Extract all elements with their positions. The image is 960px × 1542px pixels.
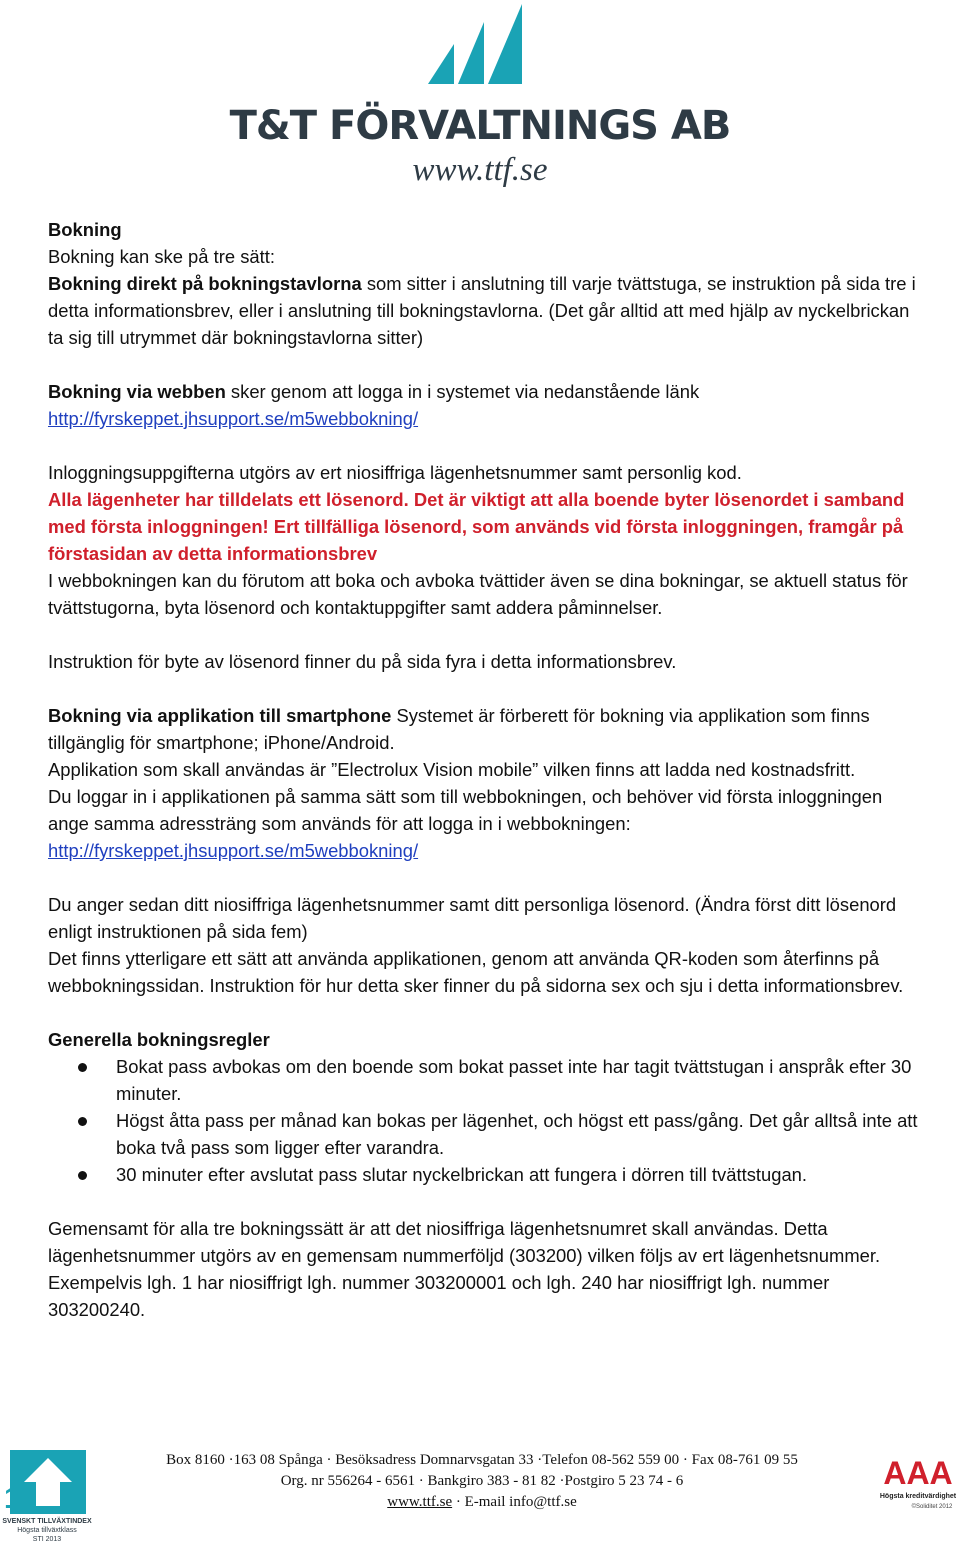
- board-booking-label: Bokning direkt på bokningstavlorna: [48, 273, 362, 294]
- bullet-icon: [78, 1171, 87, 1180]
- password-notice-3: Ert tillfälliga lösenord, som används vid första inloggningen, framgår på förstasidan av detta informationsbrev: [48, 516, 904, 564]
- password-instruction-text: Instruktion för byte av lösenord finner du på sida fyra i detta informationsbrev.: [48, 651, 677, 672]
- app-booking-label: Bokning via applikation till smartphone: [48, 705, 392, 726]
- intro-text: Bokning kan ske på tre sätt:: [48, 246, 275, 267]
- document-body: [48, 216, 918, 1323]
- growth-index-badge-icon: [2, 1448, 92, 1542]
- qr-info-text: Det finns ytterligare ett sätt att använda applikationen, genom att använda QR-koden som återfinns på webbokningssidan. Instruktion för hur detta sker finner du på sidorna sex och sju i detta informationsbrev.: [48, 948, 904, 996]
- app-login-text: Du loggar in i applikationen på samma sätt som till webbokningen, och behöver vid första inloggningen ange samma adressträng som används för att logga in i webbokningen:: [48, 786, 883, 834]
- bullet-icon: [78, 1063, 87, 1072]
- app-booking-text: Systemet är förberett för bokning via applikation som finns tillgänglig för smartphone; iPhone/Android.: [48, 705, 870, 753]
- badge-right-line2: ©Soliditet 2012: [911, 1504, 953, 1510]
- rules-list: [48, 1053, 918, 1188]
- password-notice-2: Det är viktigt att alla boende byter lösenordet i samband med första inloggningen!: [48, 489, 905, 537]
- paragraph-app-booking: [48, 702, 918, 756]
- paragraph-board-booking: [48, 270, 918, 351]
- badge-left-line3: STI 2013: [32, 1536, 62, 1542]
- credit-rating-badge-icon: [876, 1450, 960, 1512]
- badge-left-line2: Högsta tillväxtklass: [17, 1527, 77, 1534]
- list-item: 30 minuter efter avslutat pass slutar nyckelbrickan att fungera i dörren till tvättstugan.: [48, 1161, 918, 1188]
- heading-booking: Bokning: [48, 219, 122, 240]
- footer-web-line: [100, 1492, 864, 1513]
- bullet-icon: [78, 1117, 87, 1126]
- badge-left-line1: SVENSKT TILLVÄXTINDEX: [2, 1518, 92, 1525]
- apartment-login-text: Du anger sedan ditt niosiffriga lägenhetsnummer samt ditt personliga lösenord. (Ändra först ditt lösenord enligt instruktionen på sida fem): [48, 894, 897, 942]
- company-website: www.ttf.se: [412, 152, 548, 188]
- web-booking-text: sker genom att logga in i systemet via nedanstående länk: [225, 381, 700, 402]
- letterhead: [0, 0, 960, 200]
- web-features-text: I webbokningen kan du förutom att boka och avboka tvättider även se dina bokningar, se aktuell status för tvättstugorna, byta lösenord och kontaktuppgifter samt addera påminnelser.: [48, 570, 908, 618]
- list-item: Högst åtta pass per månad kan bokas per lägenhet, och högst ett pass/gång. Det går alltså inte att boka två pass som ligger efter varandra.: [48, 1107, 918, 1161]
- web-booking-link[interactable]: http://fyrskeppet.jhsupport.se/m5webbokning/: [48, 408, 419, 429]
- paragraph-web-booking: [48, 378, 918, 405]
- board-booking-text: som sitter i anslutning till varje tvättstuga, se instruktion på sida tre i detta informationsbrev, eller i anslutning till bokningstavlorna. (Det går alltid att med hjälp av nyckelbrickan ta sig till utrymmet där bokningstavlorna sitter): [48, 273, 916, 348]
- list-item: Bokat pass avbokas om den boende som bokat passet inte har tagit tvättstugan i anspråk efter 30 minuter.: [48, 1053, 918, 1107]
- summary-text: Gemensamt för alla tre bokningssätt är att det niosiffriga lägenhetsnumret skall användas. Detta lägenhetsnummer utgörs av en gemensam nummerföljd (303200) vilken följs av ert lägenhetsnummer. Exempelvis lgh. 1 har niosiffrigt lgh. nummer 303200001 och lgh. 240 har niosiffrigt lgh. nummer 303200240.: [48, 1218, 881, 1320]
- page-footer: [0, 1440, 960, 1542]
- company-logo-icon: [428, 4, 524, 84]
- footer-email: · E-mail info@ttf.se: [452, 1494, 577, 1510]
- svg-text:1: 1: [4, 1482, 21, 1515]
- company-name: T&T FÖRVALTNINGS AB: [229, 103, 731, 149]
- login-info-text: Inloggningsuppgifterna utgörs av ert niosiffriga lägenhetsnummer samt personlig kod.: [48, 462, 742, 483]
- app-login-link[interactable]: http://fyrskeppet.jhsupport.se/m5webbokning/: [48, 840, 419, 861]
- footer-address: Box 8160 ·163 08 Spånga · Besöksadress Domnarvsgatan 33 ·Telefon 08-562 559 00 · Fax 08-761 09 55: [166, 1452, 798, 1468]
- password-notice-1: Alla lägenheter har tilldelats ett lösenord.: [48, 489, 409, 510]
- badge-right-title: AAA: [883, 1455, 953, 1491]
- footer-website-link[interactable]: www.ttf.se: [387, 1494, 453, 1510]
- app-info-text: Applikation som skall användas är ”Electrolux Vision mobile” vilken finns att ladda ned kostnadsfritt.: [48, 759, 856, 780]
- badge-right-line1: Högsta kreditvärdighet: [879, 1493, 957, 1500]
- rules-heading: Generella bokningsregler: [48, 1029, 270, 1050]
- footer-contact: [100, 1450, 864, 1513]
- footer-bank: Org. nr 556264 - 6561 · Bankgiro 383 - 81 82 ·Postgiro 5 23 74 - 6: [280, 1473, 684, 1489]
- web-booking-label: Bokning via webben: [48, 381, 226, 402]
- password-notice: [48, 486, 918, 567]
